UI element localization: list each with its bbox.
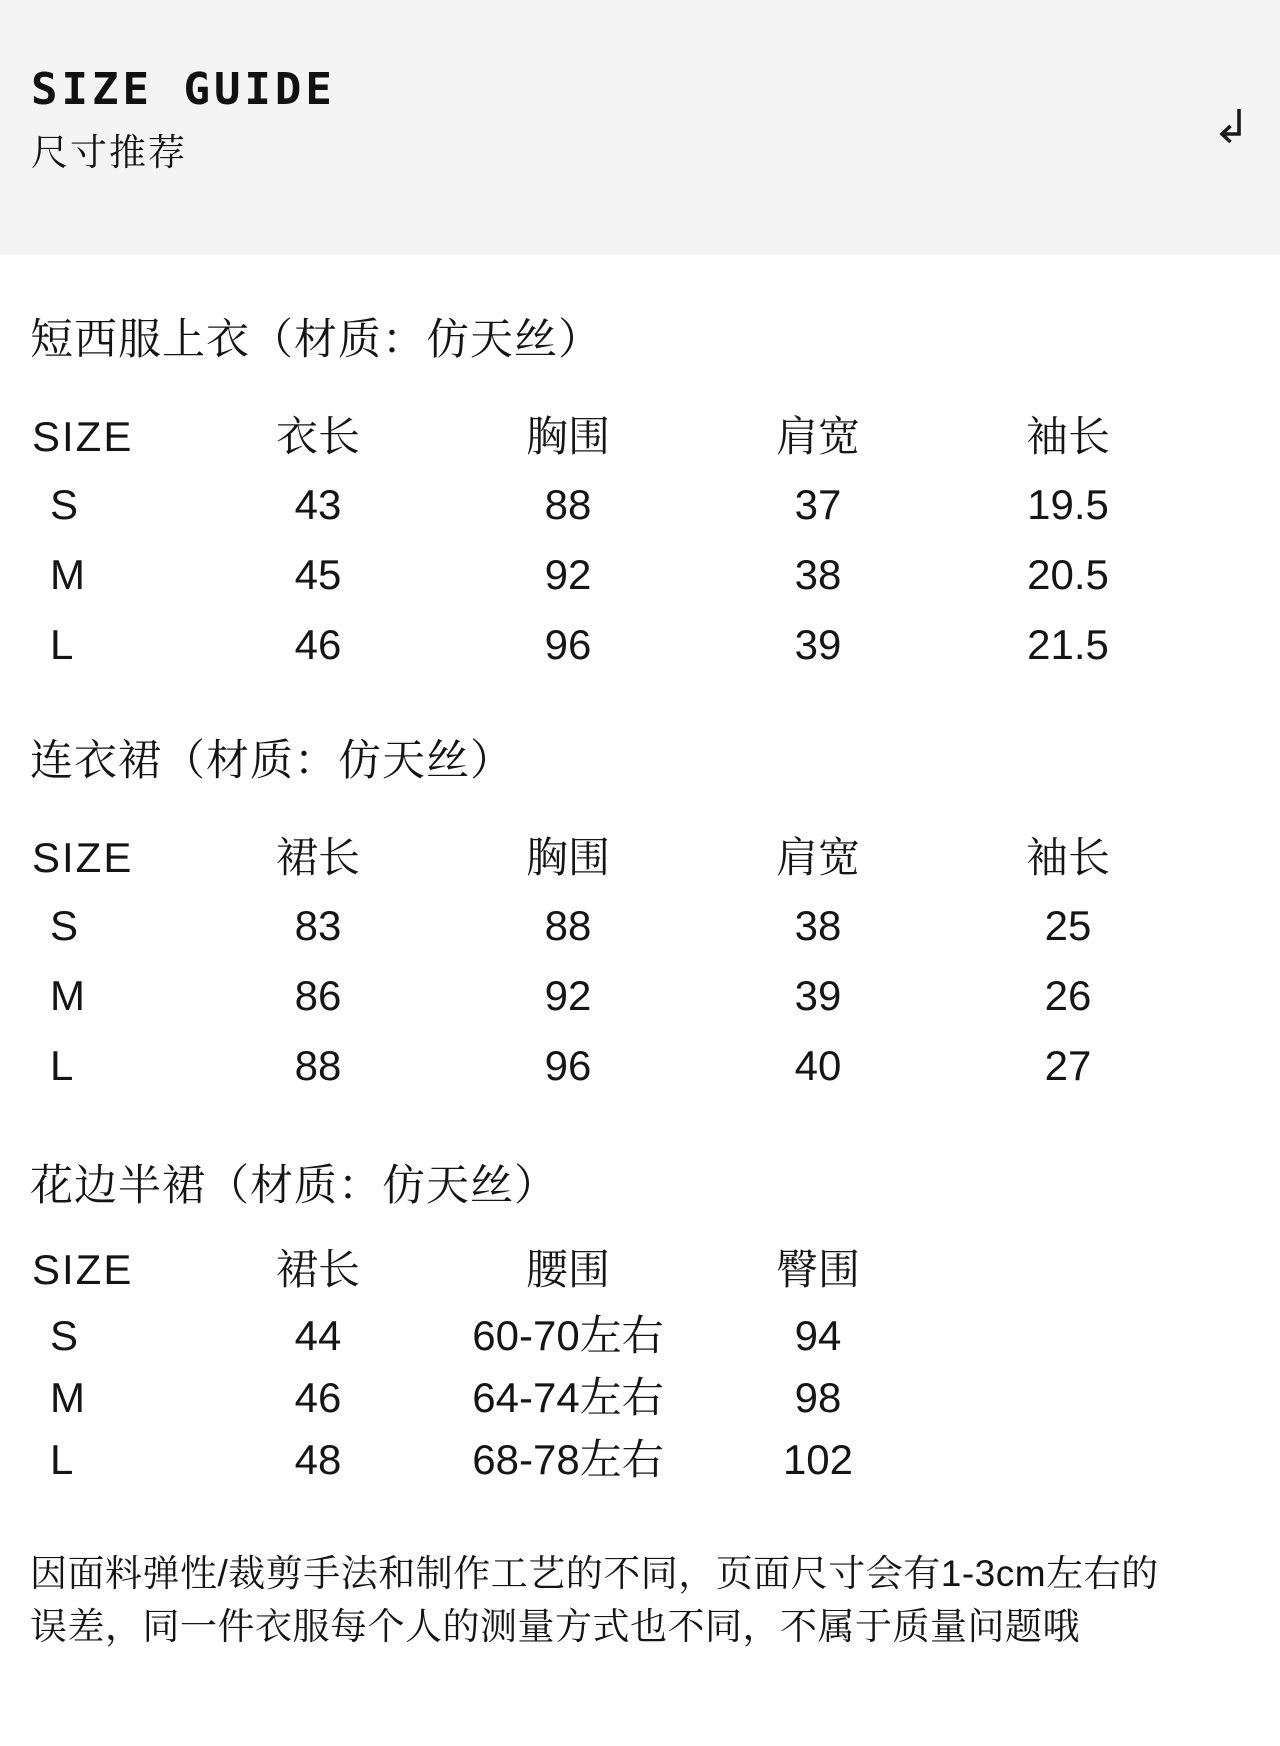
page-title: SIZE GUIDE [31,64,336,115]
size-guide-content [0,316,1280,1653]
table-cell: 39 [794,972,842,1019]
table-cell: 19.5 [1027,481,1109,528]
table-cell: 48 [294,1436,342,1483]
page-subtitle: 尺寸推荐 [31,132,187,173]
column-header: 腰围 [525,1246,610,1293]
table-cell: 37 [794,481,842,528]
column-header: 袖长 [1025,413,1110,460]
table-cell: 26 [1044,972,1092,1019]
table-header-row [30,834,1250,881]
size-guide-header [0,0,1280,255]
table-cell: 102 [782,1436,854,1483]
size-label: S [50,481,79,528]
table-header-row [30,413,1250,460]
return-arrow-icon[interactable] [1216,105,1246,149]
table-title-lace-skirt: 花边半裙（材质：仿天丝） [30,1162,558,1210]
table-title-blazer-top: 短西服上衣（材质：仿天丝） [30,316,602,364]
column-header: 肩宽 [775,834,860,881]
column-header: 臀围 [775,1246,860,1293]
table-row [30,481,1250,528]
footnote [30,1547,1250,1653]
size-label: S [50,1312,79,1359]
table-cell: 43 [294,481,342,528]
table-row [30,1436,1250,1483]
table-cell: 25 [1044,902,1092,949]
table-row [30,621,1250,668]
column-header: 裙长 [275,1246,360,1293]
table-cell: 86 [294,972,342,1019]
table-title-dress: 连衣裙（材质：仿天丝） [30,737,514,785]
table-row [30,902,1250,949]
table-cell: 64-74左右 [472,1374,664,1421]
table-cell: 88 [544,481,592,528]
size-table-lace-skirt [30,1246,1250,1483]
table-cell: 45 [294,551,342,598]
table-cell: 20.5 [1027,551,1109,598]
size-label: M [50,972,85,1019]
table-cell: 39 [794,621,842,668]
column-header: SIZE [32,834,134,881]
table-cell: 27 [1044,1042,1092,1089]
footnote-line-1: 因面料弹性/裁剪手法和制作工艺的不同，页面尺寸会有1-3cm左右的 [30,1553,1159,1594]
column-header: SIZE [32,1246,134,1293]
footnote-line-2: 误差，同一件衣服每个人的测量方式也不同，不属于质量问题哦 [30,1606,1080,1647]
table-cell: 83 [294,902,342,949]
column-header: 肩宽 [775,413,860,460]
size-label: S [50,902,79,949]
table-cell: 60-70左右 [472,1312,664,1359]
table-cell: 96 [544,621,592,668]
table-cell: 94 [794,1312,842,1359]
size-label: L [50,1436,74,1483]
table-row [30,1042,1250,1089]
table-cell: 98 [794,1374,842,1421]
size-label: L [50,1042,74,1089]
table-cell: 88 [294,1042,342,1089]
column-header: 裙长 [275,834,360,881]
table-cell: 92 [544,972,592,1019]
table-cell: 38 [794,551,842,598]
table-cell: 88 [544,902,592,949]
table-cell: 46 [294,621,342,668]
table-row [30,1312,1250,1359]
column-header: 袖长 [1025,834,1110,881]
table-cell: 46 [294,1374,342,1421]
table-header-row [30,1246,1250,1293]
table-cell: 92 [544,551,592,598]
table-cell: 68-78左右 [472,1436,664,1483]
column-header: 胸围 [525,413,610,460]
table-cell: 38 [794,902,842,949]
table-row [30,1374,1250,1421]
column-header: 衣长 [275,413,360,460]
table-cell: 40 [794,1042,842,1089]
table-cell: 21.5 [1027,621,1109,668]
table-cell: 44 [294,1312,342,1359]
table-row [30,551,1250,598]
size-label: M [50,551,85,598]
column-header: SIZE [32,413,134,460]
size-table-blazer-top [30,413,1250,668]
size-label: L [50,621,74,668]
table-row [30,972,1250,1019]
column-header: 胸围 [525,834,610,881]
size-table-dress [30,834,1250,1089]
size-label: M [50,1374,85,1421]
table-cell: 96 [544,1042,592,1089]
